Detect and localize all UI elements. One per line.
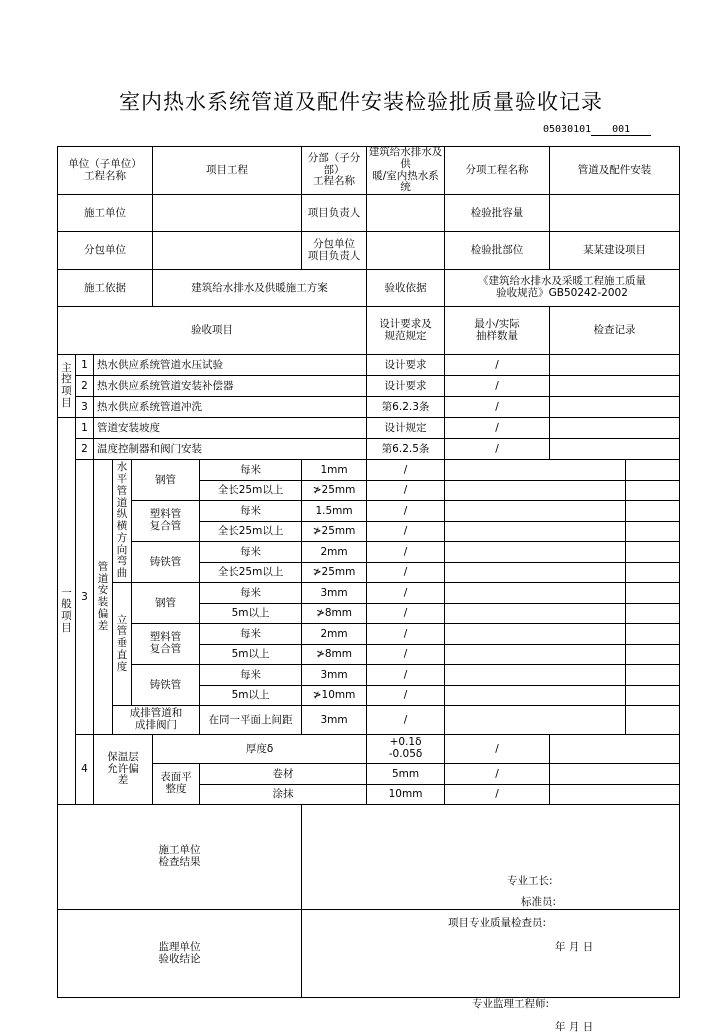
insulation-label: 保温层 允许偏 差 — [94, 735, 153, 805]
result-cell[interactable] — [626, 644, 680, 665]
sample-value: / — [367, 562, 445, 583]
result-cell[interactable] — [626, 603, 680, 624]
main-item-record[interactable] — [550, 355, 680, 376]
construction-unit-label: 施工单位 — [58, 195, 153, 232]
foreman-label: 专业工长: — [507, 875, 553, 887]
spec-value: ≯8mm — [302, 644, 367, 665]
sample-value: / — [445, 764, 550, 785]
main-item-sample: / — [445, 397, 550, 418]
general-item-no: 1 — [76, 418, 94, 439]
spec-value: 1mm — [302, 460, 367, 481]
coat-value: 10mm — [367, 784, 445, 805]
form-code-suffix: 001 — [591, 124, 651, 136]
over-5m-label: 5m以上 — [200, 685, 302, 706]
subcontract-leader-label: 分包单位 项目负责人 — [302, 232, 367, 270]
batch-capacity-value[interactable] — [550, 195, 680, 232]
inspection-record-table — [57, 146, 680, 1033]
deviation-row — [58, 665, 680, 686]
col-sample: 最小/实际 抽样数量 — [445, 307, 550, 355]
spec-value: 3mm — [302, 665, 367, 686]
main-item-name: 热水供应系统管道冲洗 — [94, 397, 367, 418]
per-meter-label: 每米 — [200, 665, 302, 686]
subitem-label: 分项工程名称 — [445, 147, 550, 195]
col-item: 验收项目 — [58, 307, 367, 355]
general-item-name: 管道安装坡度 — [94, 418, 367, 439]
main-item-spec: 设计要求 — [367, 376, 445, 397]
supervision-row — [58, 910, 680, 998]
sample-value: / — [367, 685, 445, 706]
record-cell[interactable] — [445, 685, 626, 706]
supervision-date: 年 月 日 — [555, 1020, 594, 1033]
full-length-label: 全长25m以上 — [200, 521, 302, 542]
spec-value: 3mm — [302, 583, 367, 604]
sample-value: / — [367, 480, 445, 501]
main-item-spec: 设计要求 — [367, 355, 445, 376]
h-steel-label: 钢管 — [132, 460, 200, 501]
over-5m-label: 5m以上 — [200, 603, 302, 624]
division-value: 建筑给水排水及供 暖/室内热水系统 — [367, 147, 445, 195]
result-cell[interactable] — [626, 542, 680, 563]
full-length-label: 全长25m以上 — [200, 480, 302, 501]
batch-location-value: 某某建设项目 — [550, 232, 680, 270]
sample-value: / — [445, 735, 550, 764]
subitem-value: 管道及配件安装 — [550, 147, 680, 195]
spec-value: ≯25mm — [302, 562, 367, 583]
basis-value: 建筑给水排水及供暖施工方案 — [153, 270, 367, 307]
record-cell[interactable] — [550, 735, 680, 764]
vertical-label: 立 管 垂 直 度 — [113, 583, 132, 706]
surface-label: 表面平 整度 — [153, 764, 200, 805]
sample-value: / — [367, 460, 445, 481]
general-item-spec: 设计规定 — [367, 418, 445, 439]
record-cell[interactable] — [445, 562, 626, 583]
thickness-value: +0.1δ -0.05δ — [367, 735, 445, 764]
form-code-prefix: 05030101 — [543, 124, 592, 135]
spec-value: 1.5mm — [302, 501, 367, 522]
full-length-label: 全长25m以上 — [200, 562, 302, 583]
deviation-row — [58, 583, 680, 604]
qc-label: 项目专业质量检查员: — [448, 917, 547, 929]
result-cell[interactable] — [626, 480, 680, 501]
per-meter-label: 每米 — [200, 460, 302, 481]
result-cell[interactable] — [626, 706, 680, 735]
unit-label: 单位（子单位） 工程名称 — [58, 147, 153, 195]
record-cell[interactable] — [445, 480, 626, 501]
basis-label: 施工依据 — [58, 270, 153, 307]
subcontract-label: 分包单位 — [58, 232, 153, 270]
main-group-label: 主 控 项 目 — [58, 355, 76, 418]
main-item-no: 3 — [76, 397, 94, 418]
supervision-label: 监理单位 验收结论 — [58, 910, 302, 998]
record-cell[interactable] — [445, 583, 626, 604]
insulation-no: 4 — [76, 735, 94, 805]
deviation-row — [58, 624, 680, 645]
rows-label: 成排管道和 成排阀门 — [113, 706, 200, 735]
form-code — [543, 124, 651, 136]
col-record: 检查记录 — [550, 307, 680, 355]
sample-value: / — [367, 706, 445, 735]
roll-value: 5mm — [367, 764, 445, 785]
subcontract-value[interactable] — [153, 232, 302, 270]
acceptance-basis-label: 验收依据 — [367, 270, 445, 307]
construction-unit-value[interactable] — [153, 195, 302, 232]
rows-desc: 在同一平面上间距 — [200, 706, 302, 735]
v-steel-label: 钢管 — [132, 583, 200, 624]
general-item-name: 温度控制器和阀门安装 — [94, 439, 367, 460]
header-row-basis — [58, 270, 680, 307]
record-cell[interactable] — [445, 706, 626, 735]
acceptance-basis-value: 《建筑给水排水及采暖工程施工质量 验收规范》GB50242-2002 — [445, 270, 680, 307]
deviation-row — [58, 542, 680, 563]
main-item-spec: 第6.2.3条 — [367, 397, 445, 418]
header-row-construction — [58, 195, 680, 232]
per-meter-label: 每米 — [200, 542, 302, 563]
sample-value: / — [367, 603, 445, 624]
main-item-record[interactable] — [550, 397, 680, 418]
construction-date: 年 月 日 — [555, 941, 594, 953]
record-cell[interactable] — [445, 460, 626, 481]
project-leader-value[interactable] — [367, 195, 445, 232]
thickness-label: 厚度δ — [153, 735, 367, 764]
result-cell[interactable] — [626, 501, 680, 522]
sample-value: / — [367, 583, 445, 604]
main-item-no: 2 — [76, 376, 94, 397]
batch-capacity-label: 检验批容量 — [445, 195, 550, 232]
h-iron-label: 铸铁管 — [132, 542, 200, 583]
general-group-label: 一 般 项 目 — [58, 418, 76, 805]
engineer-label: 专业监理工程师: — [472, 997, 550, 1010]
main-item-row — [58, 355, 680, 376]
spec-value: 2mm — [302, 542, 367, 563]
record-cell[interactable] — [445, 624, 626, 645]
result-cell[interactable] — [626, 665, 680, 686]
sample-value: / — [367, 542, 445, 563]
h-plastic-label: 塑料管 复合管 — [132, 501, 200, 542]
construction-check-label: 施工单位 检查结果 — [58, 805, 302, 910]
sample-value: / — [445, 784, 550, 805]
per-meter-label: 每米 — [200, 501, 302, 522]
deviation-row — [58, 706, 680, 735]
deviation-row — [58, 501, 680, 522]
col-design: 设计要求及 规范规定 — [367, 307, 445, 355]
record-cell[interactable] — [445, 521, 626, 542]
main-item-no: 1 — [76, 355, 94, 376]
main-item-name: 热水供应系统管道安装补偿器 — [94, 376, 367, 397]
spec-value: ≯25mm — [302, 521, 367, 542]
record-cell[interactable] — [445, 542, 626, 563]
spec-value: 3mm — [302, 706, 367, 735]
general-item-row — [58, 418, 680, 439]
page-title: 室内热水系统管道及配件安装检验批质量验收记录 — [119, 90, 603, 114]
main-item-record[interactable] — [550, 376, 680, 397]
record-cell[interactable] — [445, 665, 626, 686]
header-row-unit — [58, 147, 680, 195]
batch-location-label: 检验批部位 — [445, 232, 550, 270]
result-cell[interactable] — [626, 562, 680, 583]
construction-check-row — [58, 805, 680, 910]
general-item-record[interactable] — [550, 439, 680, 460]
result-cell[interactable] — [626, 460, 680, 481]
horizontal-label: 水 平 管 道 纵 横 方 向 弯 曲 — [113, 460, 132, 583]
general-item-no: 2 — [76, 439, 94, 460]
main-item-name: 热水供应系统管道水压试验 — [94, 355, 367, 376]
standard-label: 标准员: — [521, 896, 557, 908]
record-cell[interactable] — [550, 764, 680, 785]
roll-label: 卷材 — [200, 764, 367, 785]
division-label: 分部（子分部） 工程名称 — [302, 147, 367, 195]
per-meter-label: 每米 — [200, 624, 302, 645]
sample-value: / — [367, 644, 445, 665]
coat-label: 涂抹 — [200, 784, 367, 805]
construction-check-area[interactable] — [302, 805, 680, 953]
general-item-record[interactable] — [550, 418, 680, 439]
spec-value: ≯25mm — [302, 480, 367, 501]
per-meter-label: 每米 — [200, 583, 302, 604]
insulation-row — [58, 735, 680, 764]
sample-value: / — [367, 501, 445, 522]
over-5m-label: 5m以上 — [200, 644, 302, 665]
project-leader-label: 项目负责人 — [302, 195, 367, 232]
deviation-no: 3 — [76, 460, 94, 735]
general-item-spec: 第6.2.5条 — [367, 439, 445, 460]
subcontract-leader-value[interactable] — [367, 232, 445, 270]
main-item-sample: / — [445, 355, 550, 376]
result-cell[interactable] — [626, 685, 680, 706]
general-item-row — [58, 439, 680, 460]
spec-value: ≯8mm — [302, 603, 367, 624]
result-cell[interactable] — [626, 624, 680, 645]
record-cell[interactable] — [445, 644, 626, 665]
header-row-subcontract — [58, 232, 680, 270]
sample-value: / — [367, 521, 445, 542]
record-cell[interactable] — [550, 784, 680, 805]
deviation-row — [58, 460, 680, 481]
record-cell[interactable] — [445, 603, 626, 624]
spec-value: 2mm — [302, 624, 367, 645]
result-cell[interactable] — [626, 583, 680, 604]
v-iron-label: 铸铁管 — [132, 665, 200, 706]
spec-value: ≯10mm — [302, 685, 367, 706]
record-cell[interactable] — [445, 501, 626, 522]
v-plastic-label: 塑料管 复合管 — [132, 624, 200, 665]
unit-value: 项目工程 — [153, 147, 302, 195]
general-item-sample: / — [445, 418, 550, 439]
main-item-row — [58, 376, 680, 397]
main-item-sample: / — [445, 376, 550, 397]
column-header-row — [58, 307, 680, 355]
main-item-row — [58, 397, 680, 418]
result-cell[interactable] — [626, 521, 680, 542]
deviation-label: 管 道 安 装 偏 差 — [94, 460, 113, 735]
sample-value: / — [367, 624, 445, 645]
sample-value: / — [367, 665, 445, 686]
general-item-sample: / — [445, 439, 550, 460]
